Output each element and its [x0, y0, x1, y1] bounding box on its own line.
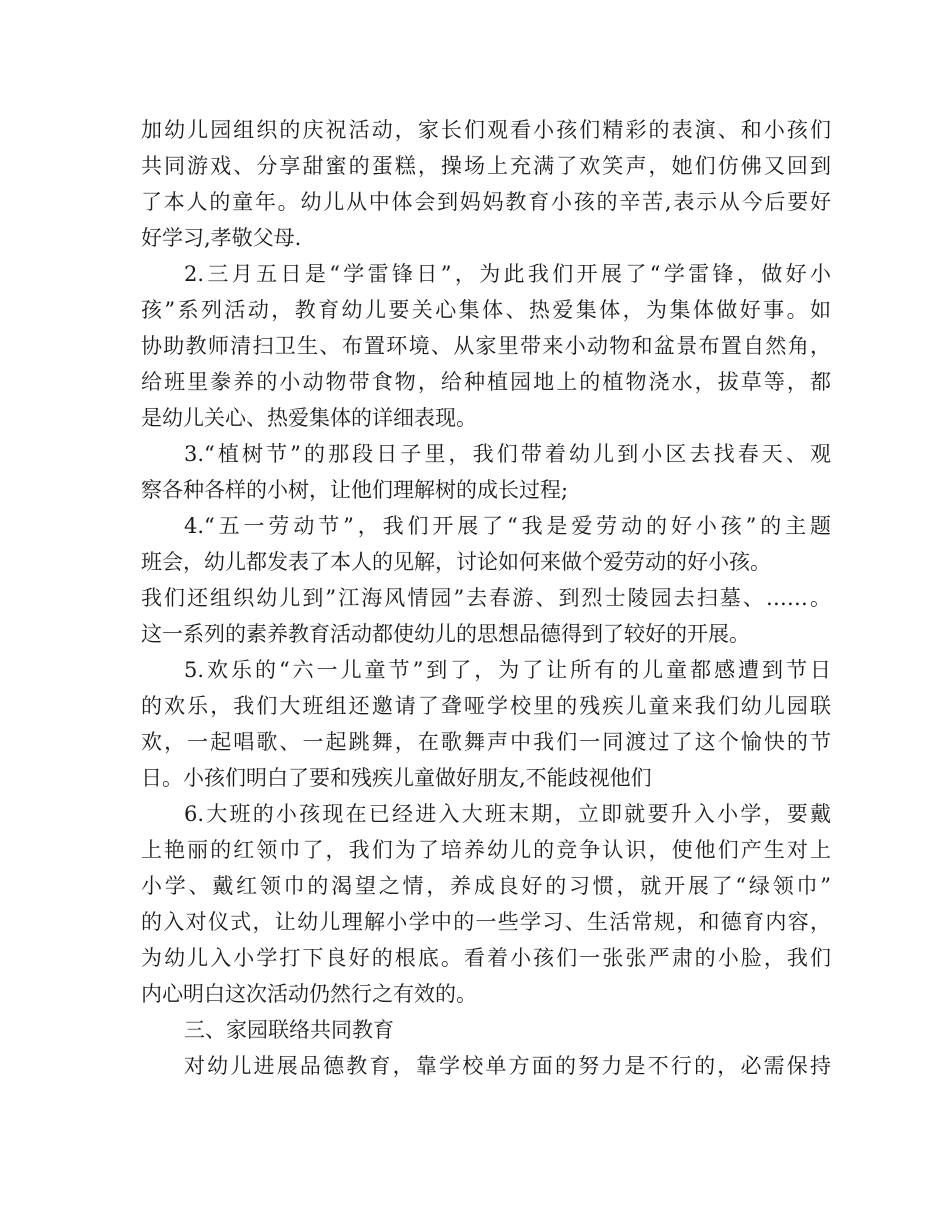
text-line: 的欢乐，我们大班组还邀请了聋哑学校里的残疾儿童来我们幼儿园联	[141, 694, 831, 718]
text-line: 欢，一起唱歌、一起跳舞，在歌舞声中我们一同渡过了这个愉快的节	[141, 730, 831, 754]
text-line: 这一系列的素养教育活动都使幼儿的思想品德得到了较好的开展。	[141, 622, 750, 646]
text-line: 3.“植树节”的那段日子里，我们带着幼儿到小区去找春天、观	[184, 442, 831, 466]
text-line: 对幼儿进展品德教育，靠学校单方面的努力是不行的，必需保持	[184, 1054, 831, 1078]
section-heading: 三、家园联络共同教育	[184, 1018, 394, 1042]
text-line: 班会，幼儿都发表了本人的见解，讨论如何来做个爱劳动的好小孩。	[141, 550, 771, 574]
text-line: 日。小孩们明白了要和残疾儿童做好朋友,不能歧视他们	[141, 766, 652, 790]
text-line: 是幼儿关心、热爱集体的详细表现。	[141, 406, 477, 430]
text-line: 2.三月五日是“学雷锋日”，为此我们开展了“学雷锋，做好小	[184, 262, 831, 286]
text-line: 内心明白这次活动仍然行之有效的。	[141, 982, 477, 1006]
text-line: 6.大班的小孩现在已经进入大班末期，立即就要升入小学，要戴	[184, 802, 831, 826]
text-line: 的入对仪式，让幼儿理解小学中的一些学习、生活常规，和德育内容，	[141, 910, 831, 934]
text-line: 加幼儿园组织的庆祝活动，家长们观看小孩们精彩的表演、和小孩们	[141, 118, 831, 142]
text-line: 小学、戴红领巾的渴望之情，养成良好的习惯，就开展了“绿领巾”	[141, 874, 831, 898]
text-line: 为幼儿入小学打下良好的根底。看着小孩们一张张严肃的小脸，我们	[141, 946, 831, 970]
text-line: 孩”系列活动，教育幼儿要关心集体、热爱集体，为集体做好事。如	[141, 298, 831, 322]
text-line: 协助教师清扫卫生、布置环境、从家里带来小动物和盆景布置自然角，	[141, 334, 831, 358]
text-line: 5.欢乐的“六一儿童节”到了，为了让所有的儿童都感遭到节日	[184, 658, 831, 682]
text-line: 4.“五一劳动节”，我们开展了“我是爱劳动的好小孩”的主题	[184, 514, 831, 538]
document-body	[141, 112, 831, 1084]
text-line: 了本人的童年。幼儿从中体会到妈妈教育小孩的辛苦,表示从今后要好	[141, 190, 831, 214]
text-line: 共同游戏、分享甜蜜的蛋糕，操场上充满了欢笑声，她们仿佛又回到	[141, 154, 831, 178]
text-line: 我们还组织幼儿到”江海风情园”去春游、到烈士陵园去扫墓、……。	[141, 586, 831, 610]
text-line: 上艳丽的红领巾了，我们为了培养幼儿的竞争认识，使他们产生对上	[141, 838, 831, 862]
text-line: 给班里豢养的小动物带食物，给种植园地上的植物浇水，拔草等，都	[141, 370, 831, 394]
text-line: 察各种各样的小树，让他们理解树的成长过程;	[141, 478, 569, 502]
text-line: 好学习,孝敬父母.	[141, 226, 302, 250]
